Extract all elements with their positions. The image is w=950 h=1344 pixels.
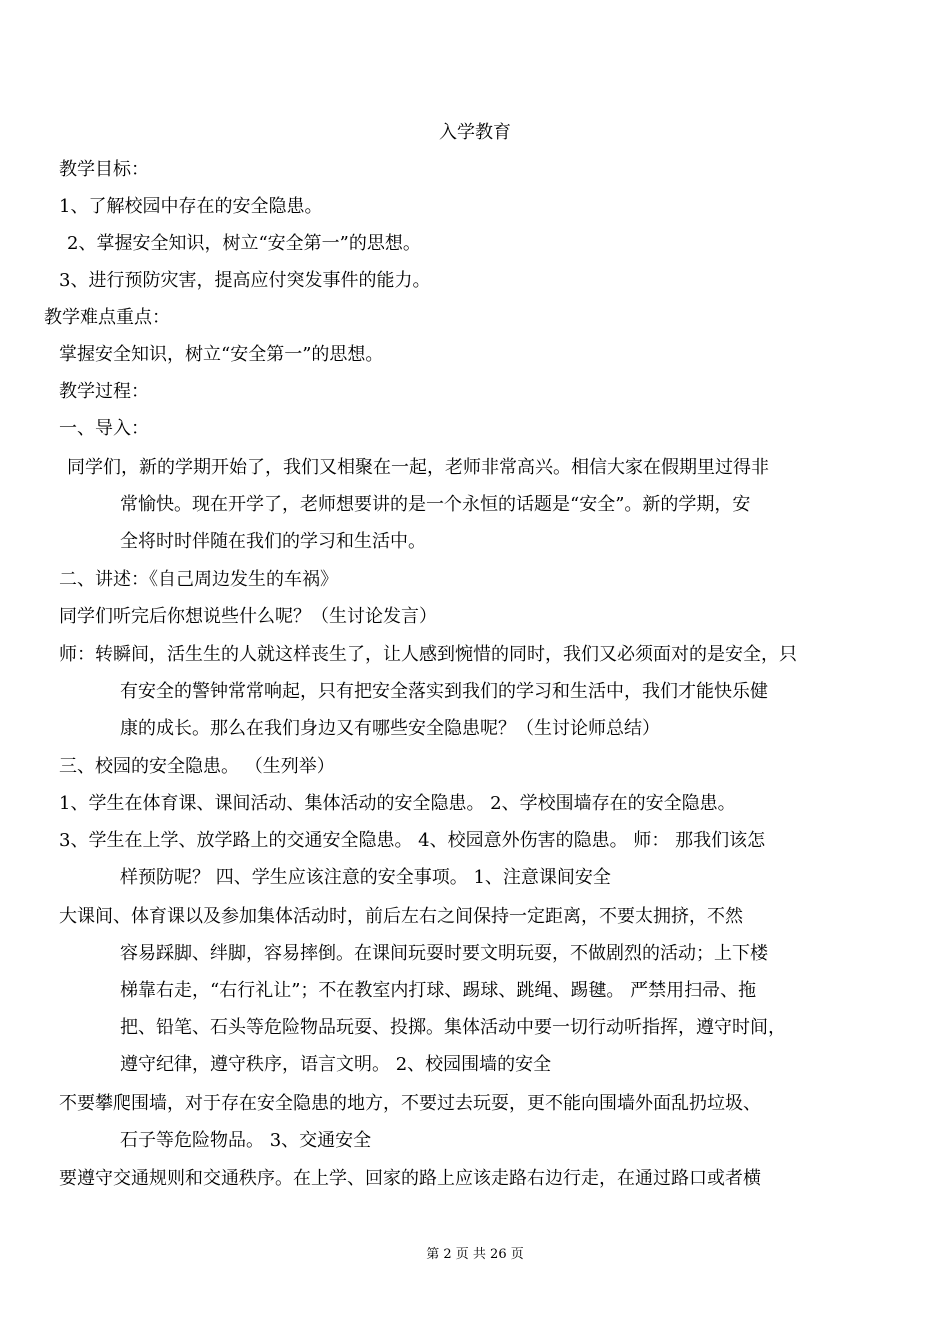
body-line: 同学们，新的学期开始了，我们又相聚在一起，老师非常高兴。相信大家在假期里过得非 bbox=[67, 457, 769, 478]
body-line: 1、了解校园中存在的安全隐患。 bbox=[59, 196, 323, 217]
body-line: 1、学生在体育课、课间活动、集体活动的安全隐患。 2、学校围墙存在的安全隐患。 bbox=[59, 793, 736, 814]
body-line: 二、讲述：《自己周边发生的车祸》 bbox=[59, 569, 338, 590]
body-line: 大课间、体育课以及参加集体活动时，前后左右之间保持一定距离，不要太拥挤，不然 bbox=[59, 906, 743, 927]
body-line: 三、校园的安全隐患。 （生列举） bbox=[59, 756, 335, 777]
body-line-continued: 石子等危险物品。 3、交通安全 bbox=[120, 1130, 372, 1151]
body-line: 要遵守交通规则和交通秩序。在上学、回家的路上应该走路右边行走，在通过路口或者横 bbox=[59, 1168, 761, 1189]
body-line: 教学过程： bbox=[59, 381, 149, 402]
body-line: 掌握安全知识，树立“安全第一”的思想。 bbox=[59, 344, 384, 365]
body-line-continued: 梯靠右走，“右行礼让”；不在教室内打球、踢球、跳绳、踢毽。 严禁用扫帚、拖 bbox=[120, 980, 757, 1001]
body-line: 师：转瞬间，活生生的人就这样丧生了，让人感到惋惜的同时，我们又必须面对的是安全，只 bbox=[59, 644, 797, 665]
page-number-footer: 第 2 页 共 26 页 bbox=[426, 1247, 524, 1262]
body-line: 3、学生在上学、放学路上的交通安全隐患。 4、校园意外伤害的隐患。 师： 那我们该怎 bbox=[59, 830, 766, 851]
body-line-continued: 把、铅笔、石头等危险物品玩耍、投掷。集体活动中要一切行动听指挥，遵守时间， bbox=[120, 1017, 786, 1038]
body-line-continued: 康的成长。那么在我们身边又有哪些安全隐患呢？（生讨论师总结） bbox=[120, 718, 660, 739]
body-line-continued: 容易踩脚、绊脚，容易摔倒。在课间玩耍时要文明玩耍，不做剧烈的活动；上下楼 bbox=[120, 943, 768, 964]
body-line: 教学目标： bbox=[59, 159, 149, 180]
body-line-continued: 全将时时伴随在我们的学习和生活中。 bbox=[120, 531, 426, 552]
body-line: 教学难点重点： bbox=[44, 307, 170, 328]
body-line-continued: 常愉快。现在开学了，老师想要讲的是一个永恒的话题是“安全”。新的学期，安 bbox=[120, 494, 751, 515]
body-line: 3、进行预防灾害，提高应付突发事件的能力。 bbox=[59, 270, 431, 291]
body-line: 同学们听完后你想说些什么呢？（生讨论发言） bbox=[59, 606, 437, 627]
body-line: 一、导入： bbox=[59, 418, 149, 439]
document-title: 入学教育 bbox=[439, 122, 511, 143]
body-line: 不要攀爬围墙，对于存在安全隐患的地方，不要过去玩耍，更不能向围墙外面乱扔垃圾、 bbox=[59, 1093, 761, 1114]
body-line-continued: 样预防呢？ 四、学生应该注意的安全事项。 1、注意课间安全 bbox=[120, 867, 611, 888]
body-line-continued: 有安全的警钟常常响起，只有把安全落实到我们的学习和生活中，我们才能快乐健 bbox=[120, 681, 768, 702]
body-line-continued: 遵守纪律，遵守秩序，语言文明。 2、校园围墙的安全 bbox=[120, 1054, 552, 1075]
body-line: 2、掌握安全知识，树立“安全第一”的思想。 bbox=[67, 233, 421, 254]
